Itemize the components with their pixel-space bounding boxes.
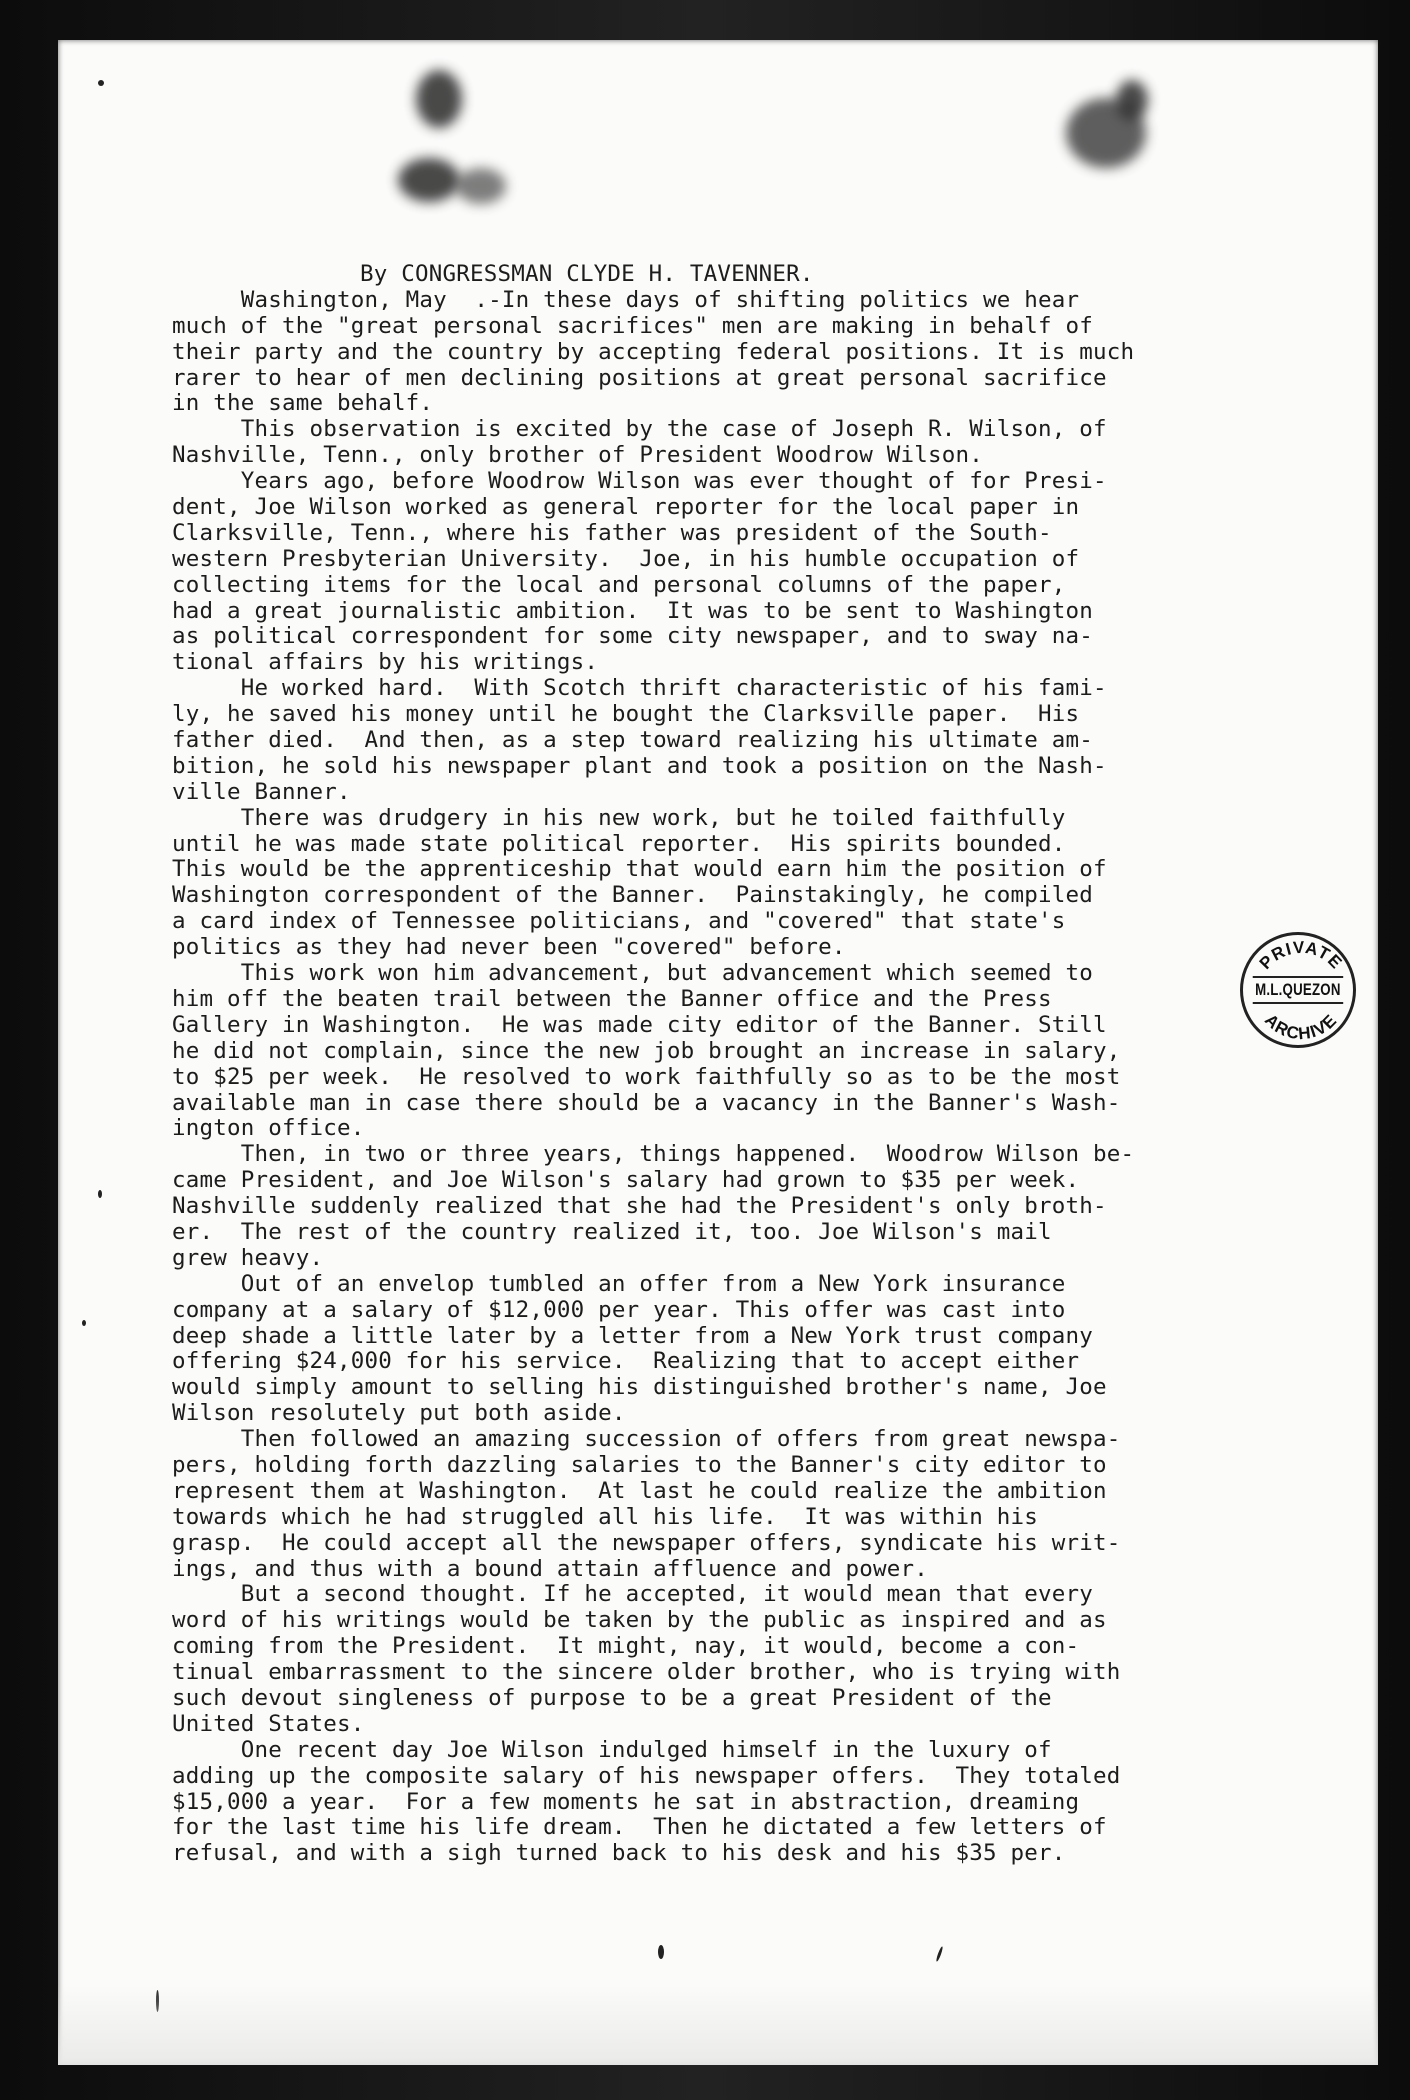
text-line: western Presbyterian University. Joe, in his humble occupation of — [172, 545, 1080, 572]
text-line: father died. And then, as a step toward realizing his ultimate am- — [172, 727, 1093, 754]
text-line: ly, he saved his money until he bought the Clarksville paper. His — [172, 701, 1080, 728]
text-line: tional affairs by his writings. — [172, 649, 599, 676]
text-line: Then, in two or three years, things happened. Woodrow Wilson be- — [172, 1141, 1135, 1168]
text-line: as political correspondent for some city newspaper, and to sway na- — [172, 623, 1093, 650]
text-line: Nashville suddenly realized that she had the President's only broth- — [172, 1193, 1107, 1220]
text-line: him off the beaten trail between the Banner office and the Press — [172, 985, 1052, 1012]
text-line: deep shade a little later by a letter from a New York trust company — [172, 1322, 1093, 1349]
ink-blot — [456, 168, 506, 204]
text-line: for the last time his life dream. Then he dictated a few letters of — [172, 1814, 1107, 1841]
text-line: But a second thought. If he accepted, it would mean that every — [172, 1581, 1093, 1608]
paper-speck — [658, 1945, 664, 1959]
text-line: tinual embarrassment to the sincere older brother, who is trying with — [172, 1659, 1121, 1686]
text-line: towards which he had struggled all his life. It was within his — [172, 1503, 1039, 1530]
text-line: United States. — [172, 1710, 365, 1737]
text-line: their party and the country by accepting federal positions. It is much — [172, 338, 1135, 365]
stamp-bottom-text: ARCHIVE — [1261, 1010, 1341, 1044]
text-line: represent them at Washington. At last he could realize the ambition — [172, 1477, 1107, 1504]
text-line: coming from the President. It might, nay, it would, become a con- — [172, 1633, 1080, 1660]
text-line: refusal, and with a sigh turned back to his desk and his $35 per. — [172, 1840, 1066, 1867]
text-line: This would be the apprenticeship that would earn him the position of — [172, 856, 1107, 883]
text-line: to $25 per week. He resolved to work faithfully so as to be the most — [172, 1063, 1121, 1090]
text-line: adding up the composite salary of his newspaper offers. They totaled — [172, 1762, 1121, 1789]
text-line: available man in case there should be a vacancy in the Banner's Wash- — [172, 1089, 1121, 1116]
stamp-top-text: PRIVATE — [1255, 937, 1347, 974]
paper-speck — [82, 1320, 86, 1326]
text-line: This work won him advancement, but advancement which seemed to — [172, 960, 1093, 987]
typed-lines — [172, 288, 1292, 1867]
text-line: much of the "great personal sacrifices" men are making in behalf of — [172, 312, 1093, 339]
text-line: ington office. — [172, 1115, 365, 1142]
text-line: politics as they had never been "covered" before. — [172, 934, 846, 961]
text-line: He worked hard. With Scotch thrift characteristic of his fami- — [172, 675, 1107, 702]
private-archive-stamp — [1240, 932, 1356, 1048]
text-line: ings, and thus with a bound attain affluence and power. — [172, 1555, 929, 1582]
text-line: Years ago, before Woodrow Wilson was ever thought of for Presi- — [172, 468, 1107, 495]
text-line: until he was made state political reporter. His spirits bounded. — [172, 830, 1066, 857]
text-line: had a great journalistic ambition. It was to be sent to Washington — [172, 597, 1093, 624]
paper-bottom-shading — [58, 1985, 1378, 2065]
text-line: collecting items for the local and personal columns of the paper, — [172, 571, 1066, 598]
document-body — [172, 262, 1292, 1867]
text-line: There was drudgery in his new work, but he toiled faithfully — [172, 804, 1066, 831]
text-line: would simply amount to selling his distinguished brother's name, Joe — [172, 1374, 1107, 1401]
text-line: Out of an envelop tumbled an offer from a New York insurance — [172, 1270, 1066, 1297]
text-line: word of his writings would be taken by the public as inspired and as — [172, 1607, 1107, 1634]
text-line: $15,000 a year. For a few moments he sat in abstraction, dreaming — [172, 1788, 1080, 1815]
text-line: in the same behalf. — [172, 390, 434, 417]
text-line: such devout singleness of purpose to be a great President of the — [172, 1684, 1052, 1711]
text-line: grasp. He could accept all the newspaper offers, syndicate his writ- — [172, 1529, 1121, 1556]
text-line: One recent day Joe Wilson indulged himself in the luxury of — [172, 1736, 1052, 1763]
text-line: he did not complain, since the new job brought an increase in salary, — [172, 1037, 1121, 1064]
text-line: pers, holding forth dazzling salaries to the Banner's city editor to — [172, 1451, 1107, 1478]
text-line: er. The rest of the country realized it, too. Joe Wilson's mail — [172, 1218, 1052, 1245]
ink-blot — [416, 70, 462, 128]
svg-text:ARCHIVE — [1261, 1010, 1341, 1043]
text-line: came President, and Joe Wilson's salary had grown to $35 per week. — [172, 1167, 1080, 1194]
text-line: a card index of Tennessee politicians, and "covered" that state's — [172, 908, 1066, 935]
text-line: Washington correspondent of the Banner. Painstakingly, he compiled — [172, 882, 1093, 909]
text-line: Gallery in Washington. He was made city editor of the Banner. Still — [172, 1011, 1107, 1038]
stamp-center-text: M.L.QUEZON — [1253, 976, 1343, 1004]
paper-speck — [98, 80, 104, 86]
text-line: Clarksville, Tenn., where his father was president of the South- — [172, 519, 1052, 546]
paper-speck — [98, 1190, 102, 1198]
text-line: Then followed an amazing succession of offers from great newspa- — [172, 1426, 1121, 1453]
svg-text:PRIVATE — [1256, 938, 1346, 973]
text-line: This observation is excited by the case of Joseph R. Wilson, of — [172, 416, 1107, 443]
text-line: Nashville, Tenn., only brother of President Woodrow Wilson. — [172, 442, 984, 469]
ink-blot — [1116, 80, 1148, 120]
byline: By CONGRESSMAN CLYDE H. TAVENNER. — [360, 261, 814, 287]
text-line: grew heavy. — [172, 1244, 324, 1271]
text-line: bition, he sold his newspaper plant and took a position on the Nash- — [172, 752, 1107, 779]
paper-speck — [935, 1946, 943, 1962]
text-line: rarer to hear of men declining positions at great personal sacrifice — [172, 364, 1107, 391]
ink-blot — [398, 158, 460, 202]
text-line: dent, Joe Wilson worked as general reporter for the local paper in — [172, 494, 1080, 521]
text-line: Washington, May .-In these days of shifting politics we hear — [172, 286, 1080, 313]
text-line: offering $24,000 for his service. Realizing that to accept either — [172, 1348, 1080, 1375]
text-line: ville Banner. — [172, 778, 351, 805]
text-line: company at a salary of $12,000 per year. This offer was cast into — [172, 1296, 1066, 1323]
text-line: Wilson resolutely put both aside. — [172, 1400, 626, 1427]
